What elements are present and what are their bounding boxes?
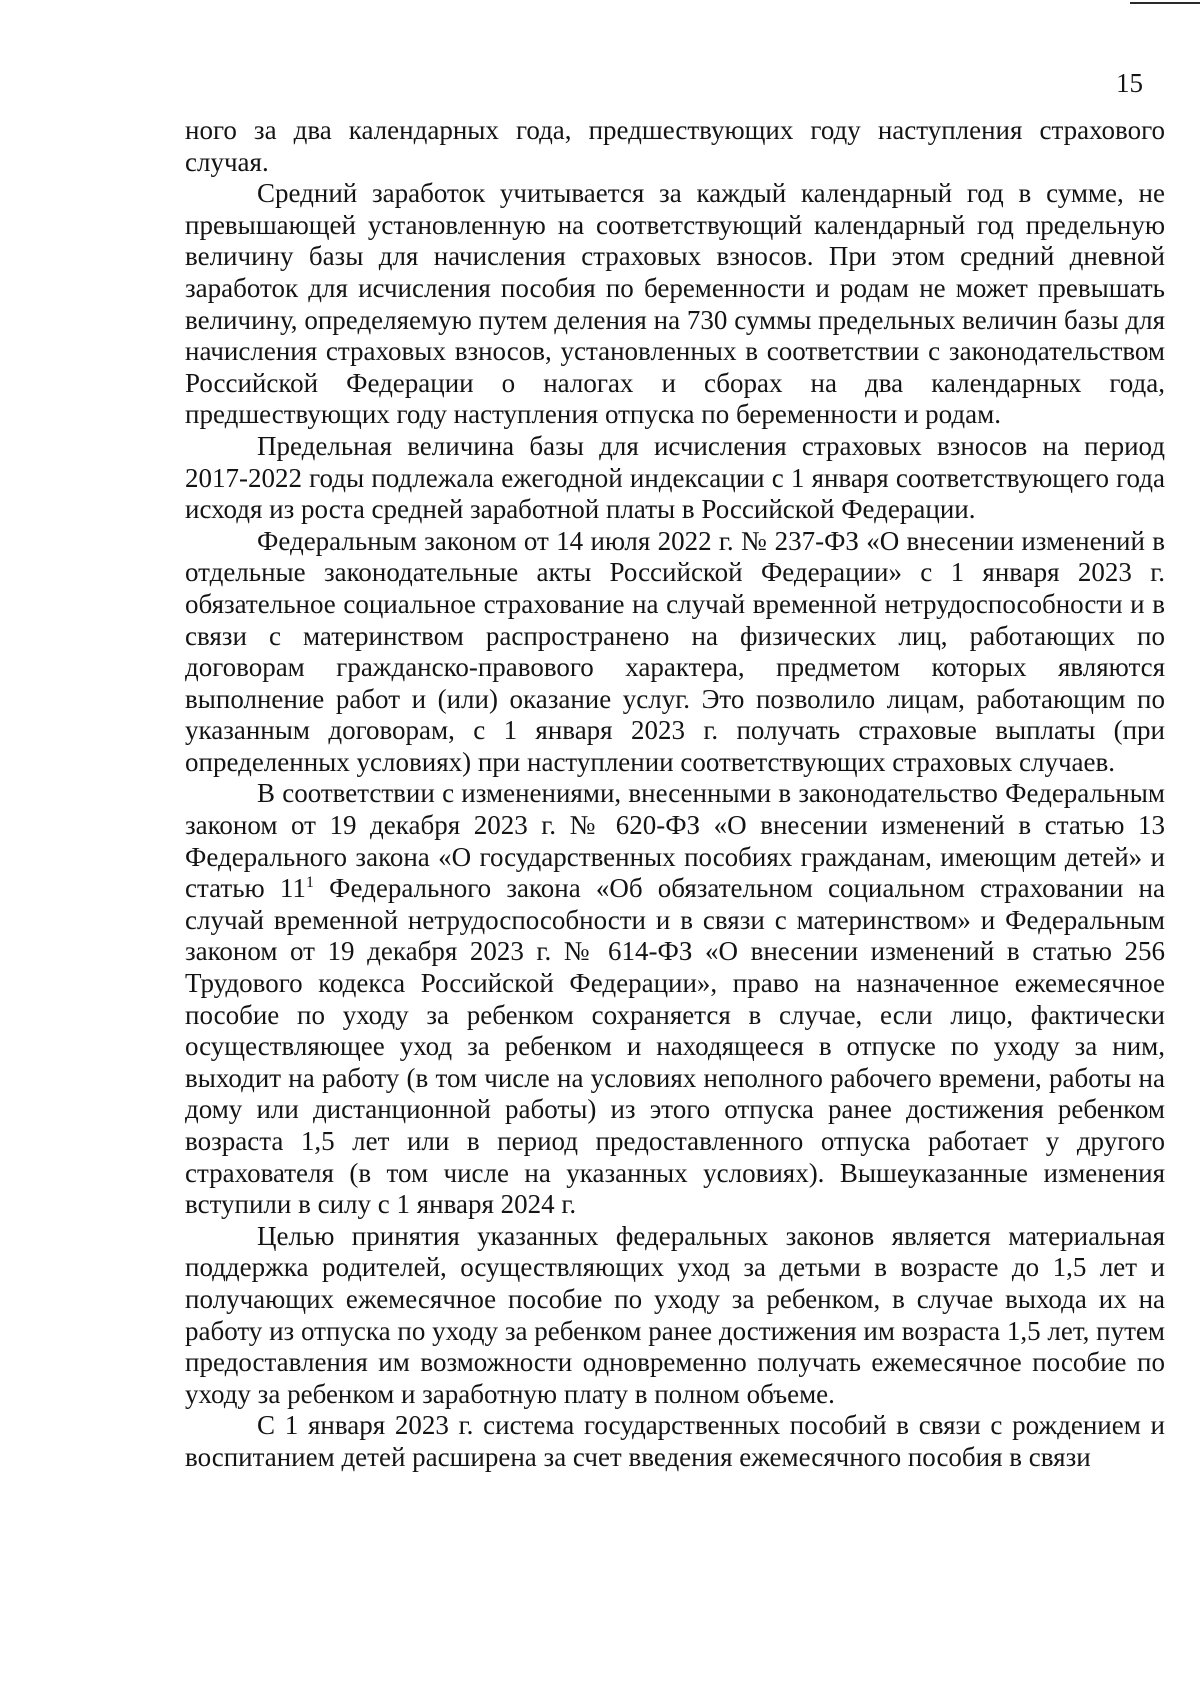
paragraph-law-620-text-after: Федерального закона «Об обязательном социальном страховании на случай временной нетрудоспособности и в связи с материнством» и Федеральным законом от 19 декабря 2023 г. № 614-ФЗ «О внесении изменений в статью 256 Трудового кодекса Российской Федерации», право на назначенное ежемесячное пособие по уходу за ребенком сохраняется в случае, если лицо, фактически осуществляющее уход за ребенком и находящееся в отпуске по уходу за ним, выходит на работу (в том числе на условиях неполного рабочего времени, работы на дому или дистанционной работы) из этого отпуска ранее достижения ребенком возраста 1,5 лет или в период предоставленного отпуска работает у другого страхователя (в том числе на указанных условиях). Вышеуказанные изменения вступили в силу с 1 января 2024 г. — [185, 873, 1165, 1220]
paragraph-purpose: Целью принятия указанных федеральных законов является материальная поддержка родителей, осуществляющих уход за детьми в возрасте до 1,5 лет и получающих ежемесячное пособие по уходу за ребенком, в случае выхода их на работу из отпуска по уходу за ребенком ранее достижения им возраста 1,5 лет, путем предоставления им возможности одновременно получать ежемесячное пособие по уходу за ребенком и заработную плату в полном объеме. — [185, 1220, 1165, 1409]
scan-edge-mark — [1130, 2, 1200, 4]
paragraph-2023-benefits: С 1 января 2023 г. система государственных пособий в связи с рождением и воспитанием детей расширена за счет введения ежемесячного пособия в связи — [185, 1410, 1165, 1472]
article-superscript: 1 — [305, 873, 314, 892]
paragraph-average-earnings: Средний заработок учитывается за каждый календарный год в сумме, не превышающей установленную на соответствующий календарный год предельную величину базы для начисления страховых взносов. При этом средний дневной заработок для исчисления пособия по беременности и родам не может превышать величину, определяемую путем деления на 730 суммы предельных величин базы для начисления страховых взносов, установленных в соответствии с законодательством Российской Федерации о налогах и сборах на два календарных года, предшествующих году наступления отпуска по беременности и родам. — [185, 178, 1165, 430]
document-body — [185, 115, 1165, 1474]
paragraph-law-620-614 — [185, 778, 1165, 1220]
paragraph-law-620-text-before: В соответствии с изменениями, внесенными в законодательство Федеральным законом от 19 декабря 2023 г. № 620-ФЗ «О внесении изменений в статью 13 Федерального закона «О государственных пособиях гражданам, имеющим детей» и статью 11 — [185, 778, 1165, 904]
paragraph-law-237: Федеральным законом от 14 июля 2022 г. № 237-ФЗ «О внесении изменений в отдельные законодательные акты Российской Федерации» с 1 января 2023 г. обязательное социальное страхование на случай временной нетрудоспособности и в связи с материнством распространено на физических лиц, работающих по договорам гражданско-правового характера, предметом которых являются выполнение работ и (или) оказание услуг. Это позволило лицам, работающим по указанным договорам, с 1 января 2023 г. получать страховые выплаты (при определенных условиях) при наступлении соответствующих страховых случаев. — [185, 525, 1165, 777]
paragraph-continuation: ного за два календарных года, предшествующих году наступления страхового случая. — [185, 115, 1165, 177]
paragraph-base-indexation: Предельная величина базы для исчисления страховых взносов на период 2017-2022 годы подлежала ежегодной индексации с 1 января соответствующего года исходя из роста средней заработной платы в Российской Федерации. — [185, 430, 1165, 525]
page-number: 15 — [1116, 68, 1143, 98]
